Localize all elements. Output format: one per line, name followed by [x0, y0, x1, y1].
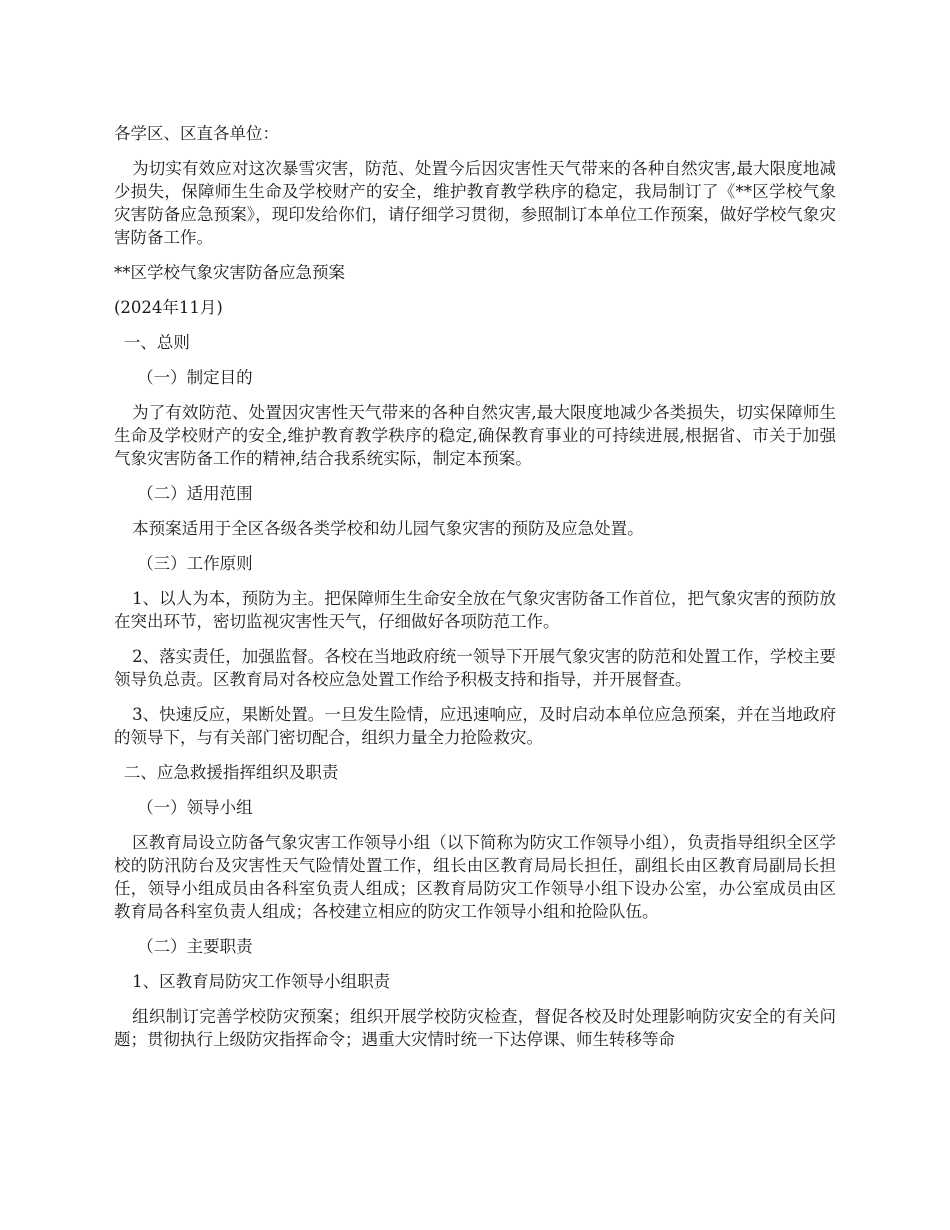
section-2-2-1-body: 组织制订完善学校防灾预案；组织开展学校防灾检查，督促各校及时处理影响防灾安全的有关问题；贯彻执行上级防灾指挥命令；遇重大灾情时统一下达停课、师生转移等命: [114, 1007, 836, 1049]
section-2-2-1-heading: 1、区教育局防灾工作领导小组职责: [132, 972, 391, 991]
section-2-2-heading: （二）主要职责: [137, 937, 253, 956]
intro-paragraph: 为切实有效应对这次暴雪灾害，防范、处置今后因灾害性天气带来的各种自然灾害,最大限度地减少损失，保障师生生命及学校财产的安全，维护教育教学秩序的稳定，我局制订了《**区学校气象灾害防备应急预案》，现印发给你们，请仔细学习贯彻，参照制订本单位工作预案，做好学校气象灾害防备工作。: [114, 159, 836, 247]
principle-2: 2、落实责任，加强监督。各校在当地政府统一领导下开展气象灾害的防范和处置工作，学校主要领导负总责。区教育局对各校应急处置工作给予积极支持和指导，并开展督查。: [114, 647, 836, 689]
section-1-1-heading: （一）制定目的: [137, 368, 253, 387]
section-1-2-heading: （二）适用范围: [137, 484, 253, 503]
section-1-1-body: 为了有效防范、处置因灾害性天气带来的各种自然灾害,最大限度地减少各类损失，切实保障师生生命及学校财产的安全,维护教育教学秩序的稳定,确保教育事业的可持续进展,根据省、市关于加强气象灾害防备工作的精神,结合我系统实际，制定本预案。: [114, 403, 836, 468]
principle-3: 3、快速反应，果断处置。一旦发生险情，应迅速响应，及时启动本单位应急预案，并在当地政府的领导下，与有关部门密切配合，组织力量全力抢险救灾。: [114, 705, 836, 747]
plan-date: (2024年11月): [114, 298, 223, 317]
plan-title: **区学校气象灾害防备应急预案: [114, 263, 345, 282]
section-1-heading: 一、总则: [123, 333, 190, 352]
section-2-1-body: 区教育局设立防备气象灾害工作领导小组（以下简称为防灾工作领导小组），负责指导组织全区学校的防汛防台及灾害性天气险情处置工作，组长由区教育局局长担任，副组长由区教育局副局长担任，领导小组成员由各科室负责人组成；区教育局防灾工作领导小组下设办公室，办公室成员由区教育局各科室负责人组成；各校建立相应的防灾工作领导小组和抢险队伍。: [114, 833, 836, 921]
document-body: [114, 122, 836, 1063]
salutation: 各学区、区直各单位：: [114, 124, 279, 143]
section-1-2-body: 本预案适用于全区各级各类学校和幼儿园气象灾害的预防及应急处置。: [132, 519, 644, 538]
section-1-3-heading: （三）工作原则: [137, 554, 253, 573]
section-2-1-heading: （一）领导小组: [137, 798, 253, 817]
section-2-heading: 二、应急救援指挥组织及职责: [123, 763, 339, 782]
principle-1: 1、以人为本，预防为主。把保障师生生命安全放在气象灾害防备工作首位，把气象灾害的预防放在突出环节，密切监视灾害性天气，仔细做好各项防范工作。: [114, 589, 836, 631]
